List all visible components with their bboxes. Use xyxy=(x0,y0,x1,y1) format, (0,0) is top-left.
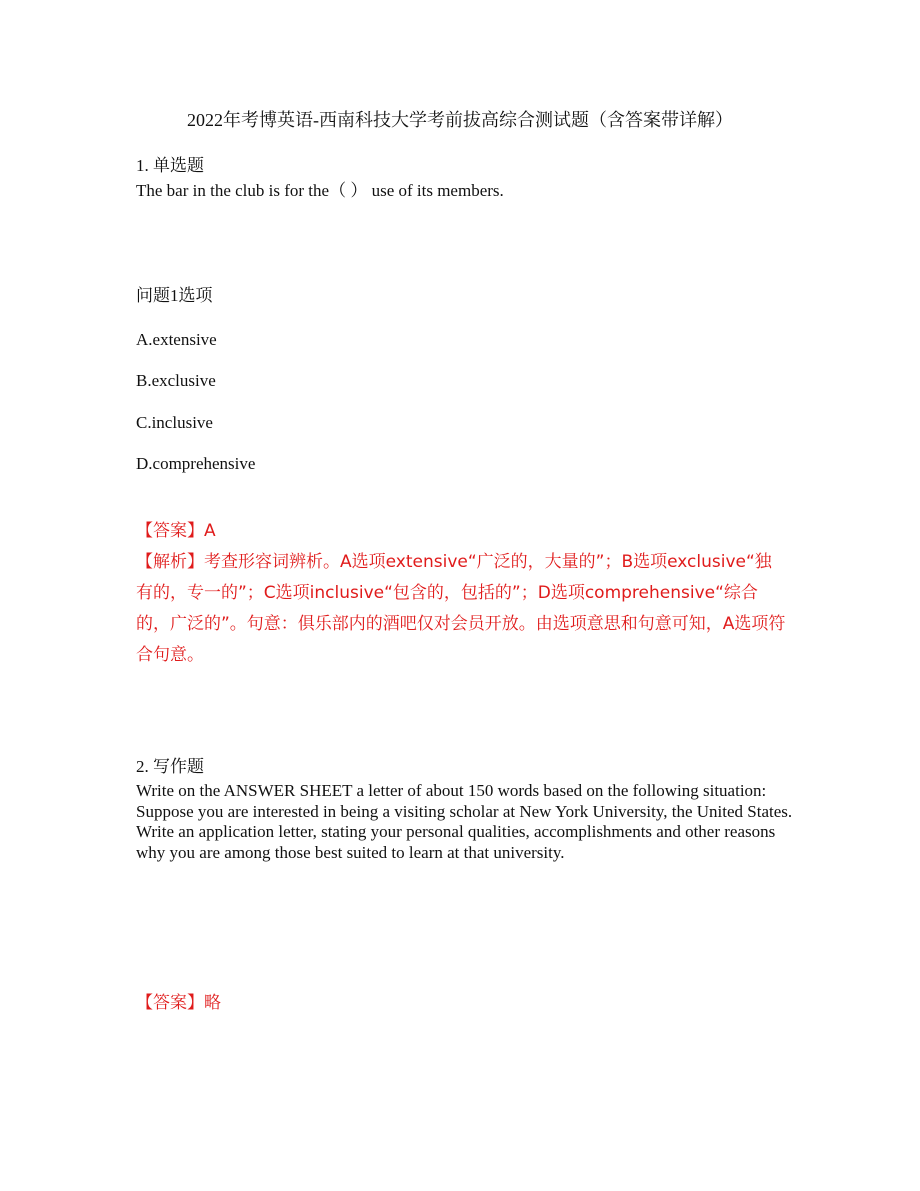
question-1-options-label: 问题1选项 xyxy=(136,286,213,305)
question-1-stem: The bar in the club is for the（ ） use of its members. xyxy=(136,181,504,200)
question-1-heading: 1. 单选题 xyxy=(136,156,204,175)
option-b: B.exclusive xyxy=(136,371,216,390)
document-title: 2022年考博英语-西南科技大学考前拔高综合测试题（含答案带详解） xyxy=(187,110,733,130)
question-1-explanation: 【解析】考查形容词辨析。A选项extensive“广泛的，大量的”；B选项exclusive“独有的，专一的”；C选项inclusive“包含的，包括的”；D选项comprehensive“综合的，广泛的”。句意：俱乐部内的酒吧仅对会员开放。由选项意思和句意可知，A选项符合句意。 xyxy=(136,552,786,665)
question-1-answer: 【答案】A xyxy=(136,521,216,541)
question-2-body xyxy=(136,781,796,863)
question-2-heading: 2. 写作题 xyxy=(136,757,204,776)
option-a: A.extensive xyxy=(136,330,217,349)
question-2-instruction: Write on the ANSWER SHEET a letter of about 150 words based on the following situation: xyxy=(136,781,767,800)
option-c: C.inclusive xyxy=(136,413,213,432)
question-2-prompt: Suppose you are interested in being a visiting scholar at New York University, the United States. Write an application letter, stating your personal qualities, accomplishments and other reasons why you are among those best suited to learn at that university. xyxy=(136,801,793,862)
option-d: D.comprehensive xyxy=(136,454,256,473)
question-2-answer: 【答案】略 xyxy=(136,993,221,1013)
